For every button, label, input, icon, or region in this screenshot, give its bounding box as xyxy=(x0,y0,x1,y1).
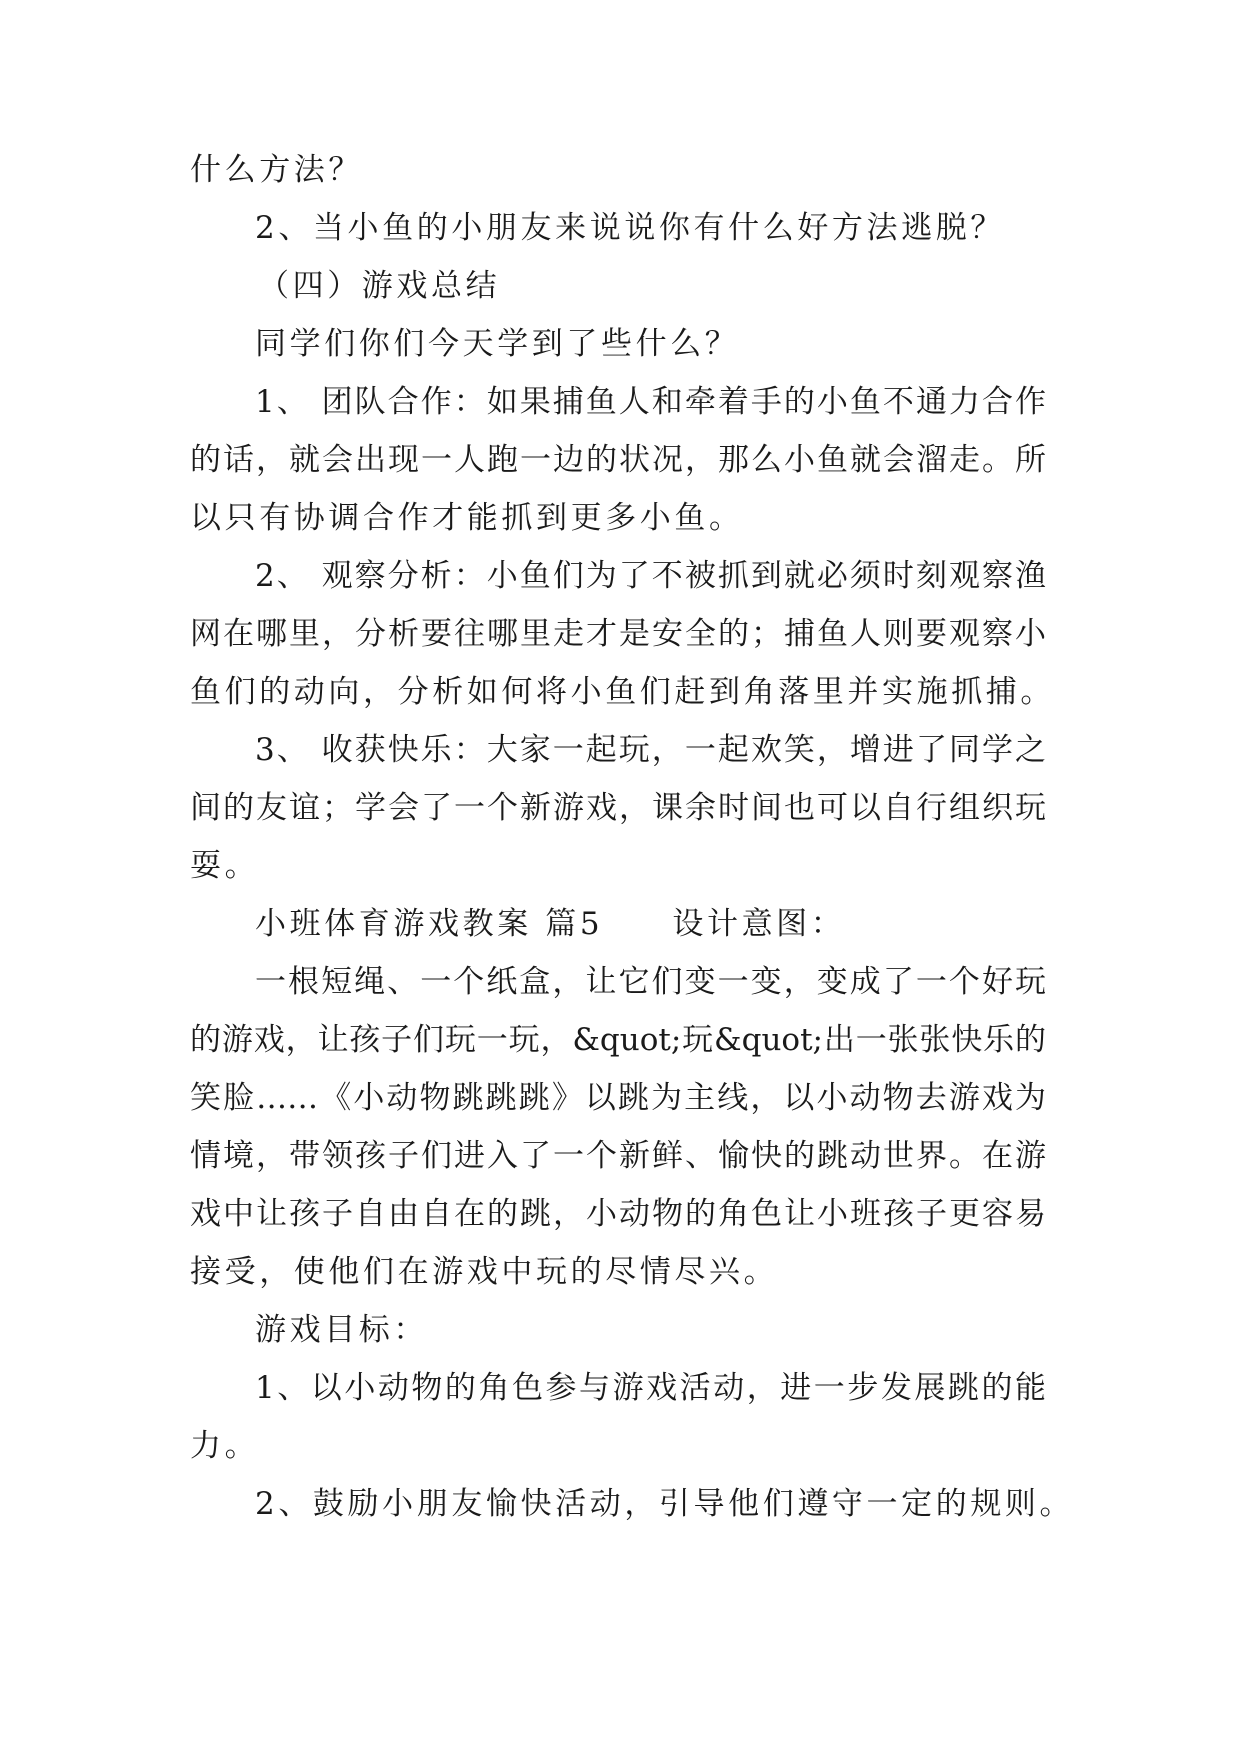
text-line: 情境，带领孩子们进入了一个新鲜、愉快的跳动世界。在游 xyxy=(190,1138,1046,1174)
text-line: 3、 收获快乐：大家一起玩，一起欢笑，增进了同学之 xyxy=(255,732,1046,768)
text-line: 1、 团队合作：如果捕鱼人和牵着手的小鱼不通力合作 xyxy=(255,384,1046,420)
text-line: 笑脸……《小动物跳跳跳》以跳为主线，以小动物去游戏为 xyxy=(190,1080,1046,1116)
text-line: 间的友谊；学会了一个新游戏，课余时间也可以自行组织玩 xyxy=(190,790,1046,826)
text-line: 2、当小鱼的小朋友来说说你有什么好方法逃脱？ xyxy=(255,210,1005,246)
text-line: 一根短绳、一个纸盒，让它们变一变，变成了一个好玩 xyxy=(255,964,1046,1000)
text-line: 耍。 xyxy=(190,848,260,884)
text-line: 力。 xyxy=(190,1428,260,1464)
section-heading: （四）游戏总结 xyxy=(258,268,501,304)
text-line: 同学们你们今天学到了些什么？ xyxy=(255,326,740,362)
section-heading: 小班体育游戏教案 篇5 设计意图： xyxy=(255,906,846,942)
text-line: 的话，就会出现一人跑一边的状况，那么小鱼就会溜走。所 xyxy=(190,442,1046,478)
text-line: 1、以小动物的角色参与游戏活动，进一步发展跳的能 xyxy=(255,1370,1046,1406)
text-line: 戏中让孩子自由自在的跳，小动物的角色让小班孩子更容易 xyxy=(190,1196,1046,1232)
text-line: 2、 观察分析：小鱼们为了不被抓到就必须时刻观察渔 xyxy=(255,558,1046,594)
section-heading: 游戏目标： xyxy=(255,1312,428,1348)
text-line: 网在哪里，分析要往哪里走才是安全的；捕鱼人则要观察小 xyxy=(190,616,1046,652)
text-line: 接受，使他们在游戏中玩的尽情尽兴。 xyxy=(190,1254,779,1290)
text-line: 什么方法？ xyxy=(190,152,363,188)
text-line: 鱼们的动向，分析如何将小鱼们赶到角落里并实施抓捕。 xyxy=(190,674,1055,710)
text-line: 的游戏，让孩子们玩一玩，&quot;玩&quot;出一张张快乐的 xyxy=(190,1022,1046,1058)
text-line: 以只有协调合作才能抓到更多小鱼。 xyxy=(190,500,744,536)
text-line: 2、鼓励小朋友愉快活动，引导他们遵守一定的规则。 xyxy=(255,1486,1075,1522)
